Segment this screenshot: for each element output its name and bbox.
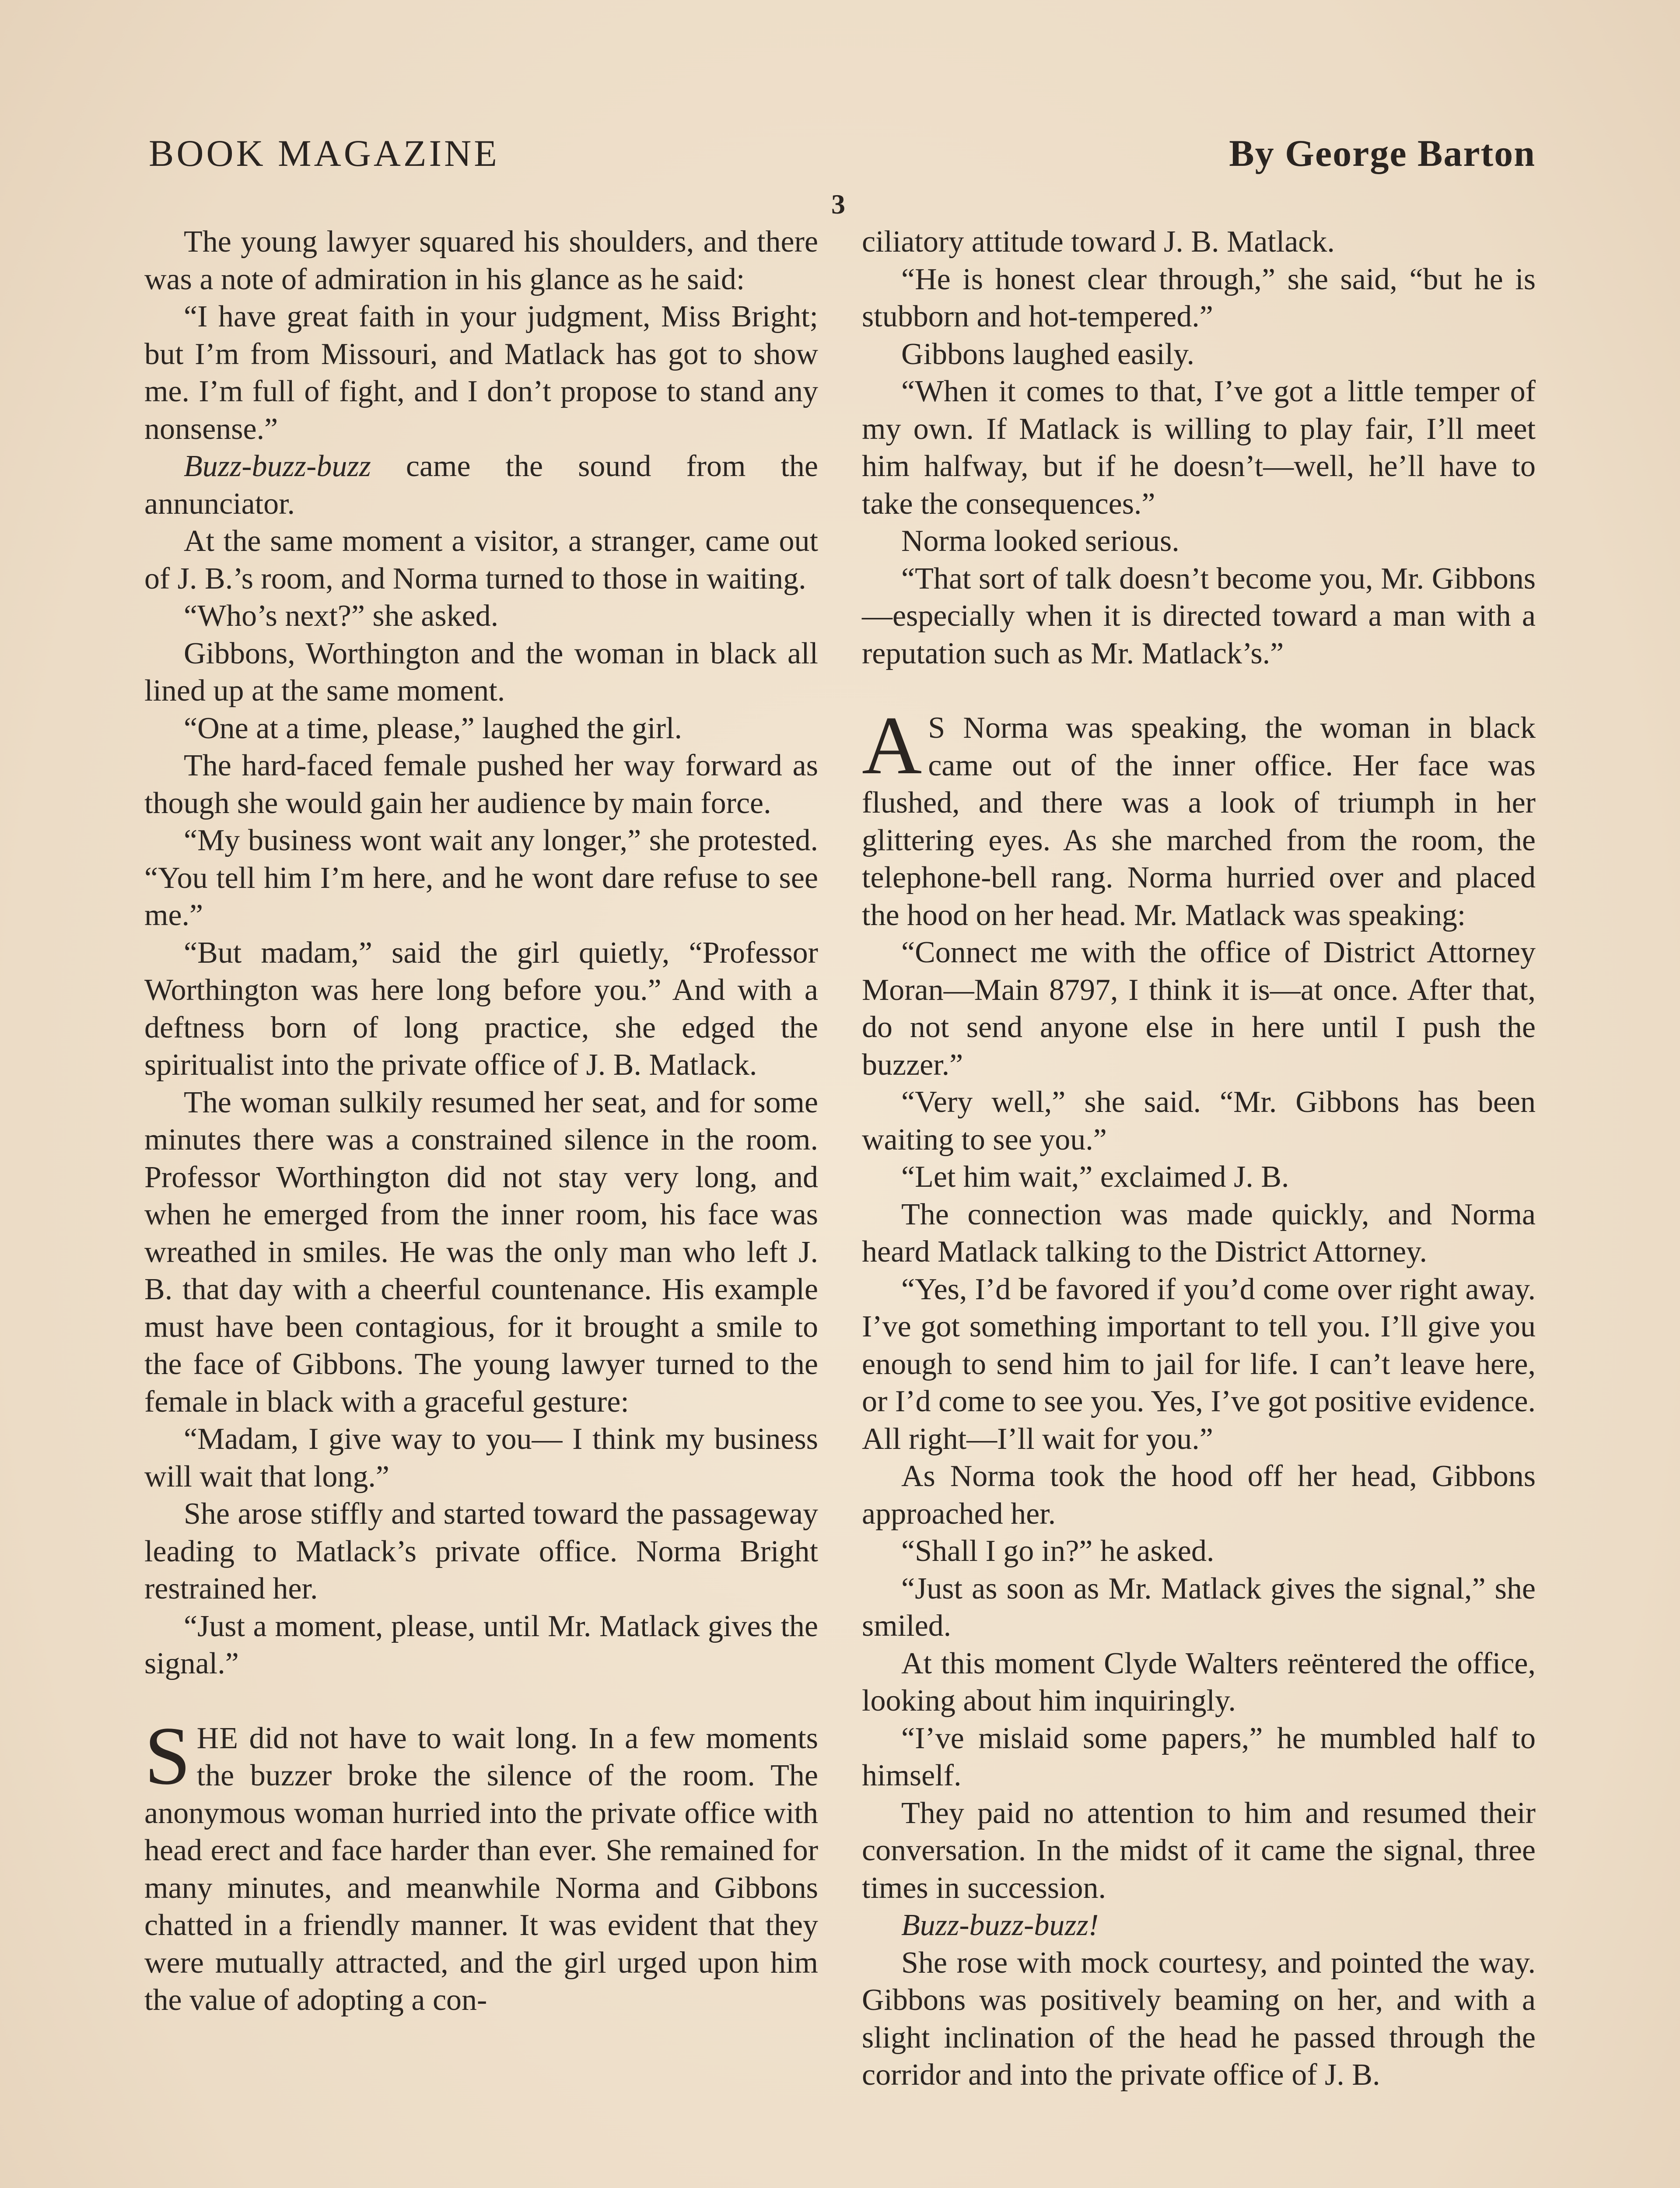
paragraph-text: The hard-faced female pushed her way forward as though she would gain her audience by main force.: [144, 749, 818, 820]
paragraph: [144, 223, 818, 298]
section-break: [144, 1683, 818, 1720]
paragraph: [862, 1458, 1536, 1532]
paragraph: [144, 1420, 818, 1495]
paragraph-text: She rose with mock courtesy, and pointed the way. Gibbons was positively beaming on her, and with a slight inclination of the head he passed through the corridor and into the private office of J. B.: [862, 1946, 1536, 2092]
lead-in: S: [928, 711, 946, 745]
paragraph-text: “That sort of talk doesn’t become you, Mr. Gibbons—especially when it is directed toward a man with a reputation such as Mr. Matlack’s.”: [862, 561, 1536, 670]
paragraph-text: “Let him wait,” exclaimed J. B.: [901, 1160, 1289, 1194]
paragraph-text: “My business wont wait any longer,” she protested. “You tell him I’m here, and he wont dare refuse to see me.”: [144, 824, 818, 932]
section-break: [862, 672, 1536, 709]
lead-in: HE: [196, 1721, 238, 1755]
paragraph: [862, 1645, 1536, 1720]
paragraph: [862, 560, 1536, 673]
paragraph-text: “Madam, I give way to you— I think my business will wait that long.”: [144, 1422, 818, 1494]
paragraph: [862, 522, 1536, 560]
paragraph: [144, 934, 818, 1084]
paragraph-text: “I’ve mislaid some papers,” he mumbled half to himself.: [862, 1721, 1536, 1792]
paragraph-text: “One at a time, please,” laughed the girl.: [184, 711, 682, 745]
paragraph: [144, 597, 818, 635]
paragraph: [144, 448, 818, 522]
paragraph-text: “Connect me with the office of District Attorney Moran—Main 8797, I think it is—at once. After that, do not send anyone else in here until I push the buzzer.”: [862, 936, 1536, 1082]
paragraph: [862, 700, 1536, 934]
paragraph: [144, 635, 818, 710]
paragraph-text: “Yes, I’d be favored if you’d come over right away. I’ve got something important to tell you. I’ll give you enough to send him to jail for life. I can’t leave here, or I’d come to see you. Yes, I’ve got positive evidence. All right—I’ll wait for you.”: [862, 1272, 1536, 1456]
paragraph-text: “But madam,” said the girl quietly, “Professor Worthington was here long before you.” And with a deftness born of long practice, she edged the spiritualist into the private office of J. B. Matlack.: [144, 936, 818, 1082]
magazine-title: BOOK MAGAZINE: [149, 132, 500, 174]
paragraph: [862, 1083, 1536, 1158]
paragraph-text: The connection was made quickly, and Norma heard Matlack talking to the District Attorney.: [862, 1197, 1536, 1269]
paragraph: [862, 1795, 1536, 1907]
paragraph: [862, 1271, 1536, 1458]
left-column: [144, 223, 818, 2019]
paragraph-text: did not have to wait long. In a few moments the buzzer broke the silence of the room. The anonymous woman hurried into the private office with head erect and face harder than ever. She remained for many minutes, and meanwhile Norma and Gibbons chatted in a friendly manner. It was evident that they were mutually attracted, and the girl urged upon him the value of adopting a con-: [144, 1721, 818, 2017]
paragraph: [862, 1907, 1536, 1944]
paragraph: [144, 298, 818, 448]
paragraph: [144, 710, 818, 747]
paragraph: [862, 1158, 1536, 1196]
paragraph-text: The woman sulkily resumed her seat, and for some minutes there was a constrained silence in the room. Professor Worthington did not stay very long, and when he emerged from the inner room, his face was wreathed in smiles. He was the only man who left J. B. that day with a cheerful countenance. His example must have been contagious, for it brought a smile to the face of Gibbons. The young lawyer turned to the female in black with a graceful gesture:: [144, 1085, 818, 1419]
paragraph-text: “He is honest clear through,” she said, “but he is stubborn and hot-tempered.”: [862, 262, 1536, 333]
paragraph-text: “Very well,” she said. “Mr. Gibbons has been waiting to see you.”: [862, 1085, 1536, 1157]
paragraph-text: “Who’s next?” she asked.: [184, 599, 499, 633]
paragraph: [144, 522, 818, 597]
paragraph-text: ciliatory attitude toward J. B. Matlack.: [862, 225, 1335, 259]
paragraph-text: came the sound from the annunciator.: [144, 449, 818, 521]
drop-cap: A: [862, 700, 922, 792]
paragraph: [144, 1084, 818, 1421]
paragraph: [862, 336, 1536, 373]
paragraph: [862, 934, 1536, 1083]
paragraph: [862, 1532, 1536, 1570]
paragraph-text: Gibbons laughed easily.: [901, 337, 1195, 371]
paragraph: [862, 1944, 1536, 2094]
paragraph: [144, 1608, 818, 1683]
paragraph-text: Norma was speaking, the woman in black came out of the inner office. Her face was flushed, and there was a look of triumph in her glittering eyes. As she marched from the room, the telephone-bell rang. Norma hurried over and placed the hood on her head. Mr. Matlack was speaking:: [862, 711, 1536, 932]
paragraph: [144, 1495, 818, 1608]
paragraph-text: Norma looked serious.: [901, 524, 1180, 558]
paragraph: [862, 1720, 1536, 1795]
paragraph: [862, 223, 1536, 261]
paragraph: [144, 1710, 818, 2019]
paragraph-text: At this moment Clyde Walters reëntered the office, looking about him inquiringly.: [862, 1646, 1536, 1718]
paragraph: [144, 822, 818, 934]
paragraph: [862, 1196, 1536, 1271]
paragraph-text: “Shall I go in?” he asked.: [901, 1534, 1214, 1568]
sound-effect: Buzz-buzz-buzz: [184, 449, 371, 483]
author-byline: By George Barton: [1229, 132, 1536, 174]
paragraph: [144, 747, 818, 822]
paragraph: [862, 1570, 1536, 1645]
paragraph-text: Gibbons, Worthington and the woman in black all lined up at the same moment.: [144, 636, 818, 708]
paragraph-text: She arose stiffly and started toward the passageway leading to Matlack’s private office. Norma Bright restrained her.: [144, 1497, 818, 1606]
sound-effect: Buzz-buzz-buzz!: [901, 1908, 1099, 1942]
paragraph-text: At the same moment a visitor, a stranger, came out of J. B.’s room, and Norma turned to those in waiting.: [144, 524, 818, 596]
right-column: [862, 223, 1536, 2094]
drop-cap: S: [144, 1710, 191, 1802]
paragraph-text: “I have great faith in your judgment, Miss Bright; but I’m from Missouri, and Matlack has got to show me. I’m full of fight, and I don’t propose to stand any nonsense.”: [144, 300, 818, 446]
paragraph-text: As Norma took the hood off her head, Gibbons approached her.: [862, 1459, 1536, 1531]
paragraph: [862, 261, 1536, 336]
page-number: 3: [831, 189, 845, 220]
paragraph-text: “Just as soon as Mr. Matlack gives the signal,” she smiled.: [862, 1571, 1536, 1643]
paragraph: [862, 373, 1536, 522]
paragraph-text: The young lawyer squared his shoulders, and there was a note of admiration in his glance as he said:: [144, 225, 818, 296]
paragraph-text: “Just a moment, please, until Mr. Matlack gives the signal.”: [144, 1609, 818, 1680]
paragraph-text: They paid no attention to him and resumed their conversation. In the midst of it came the signal, three times in succession.: [862, 1796, 1536, 1905]
paragraph-text: “When it comes to that, I’ve got a little temper of my own. If Matlack is willing to play fair, I’ll meet him halfway, but if he doesn’t—well, he’ll have to take the consequences.”: [862, 375, 1536, 521]
